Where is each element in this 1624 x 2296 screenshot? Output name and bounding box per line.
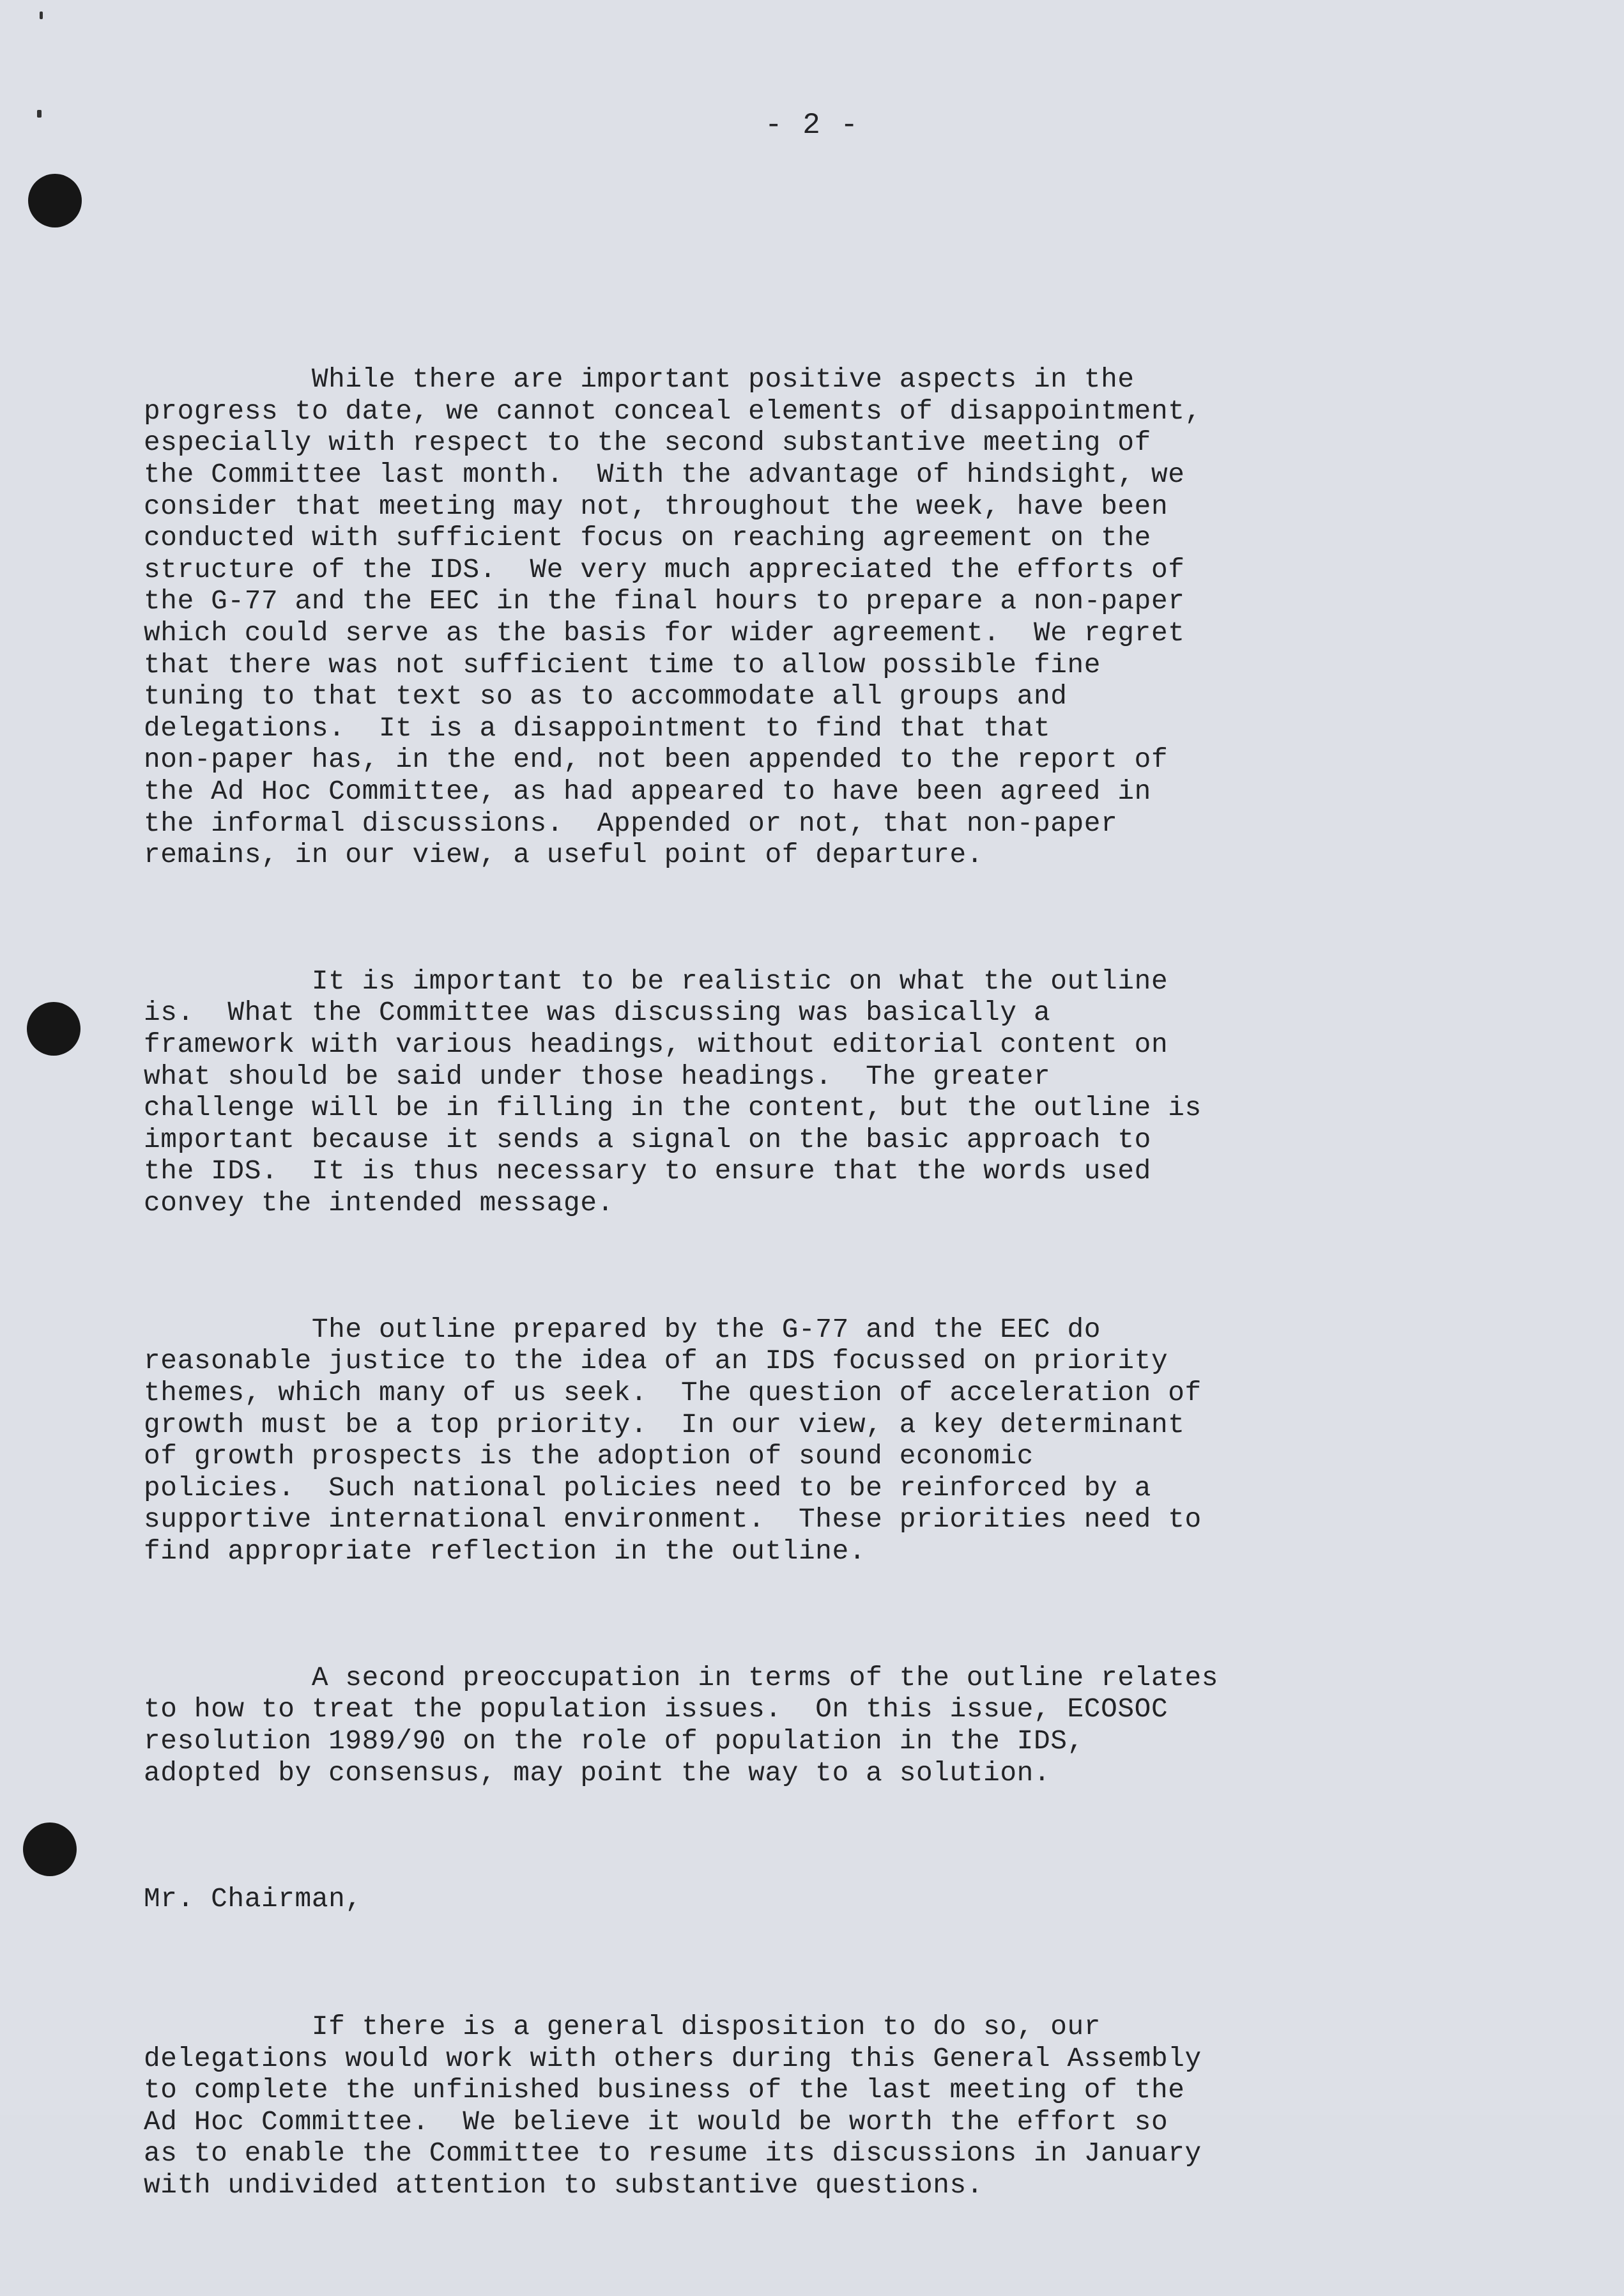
paragraph-outline-realism: It is important to be realistic on what the outline is. What the Committee was discussing was basically a framework with various headings, without editorial content on what should be said under those headings. The greater challenge will be in filling in the content, but the outline is important because it sends a signal on the basic approach to the IDS. It is thus necessary to ensure that the words used convey the intended message. xyxy=(144,965,1202,1219)
paragraph-priorities: The outline prepared by the G-77 and the EEC do reasonable justice to the idea of an IDS focussed on priority themes, which many of us seek. The question of acceleration of growth must be a top priority. In our view, a key determinant of growth prospects is the adoption of sound economic policies. Such national policies need to be reinforced by a supportive international environment. These priorities need to find appropriate reflection in the outline. xyxy=(144,1313,1202,1567)
scan-speck xyxy=(40,12,43,19)
paragraph-progress: While there are important positive aspects in the progress to date, we cannot conceal elements of disappointment, especially with respect to the second substantive meeting of the Committee last month. With the advantage of hindsight, we consider that meeting may not, throughout the week, have been conducted with sufficient focus on reaching agreement on the structure of the IDS. We very much appreciated the efforts of the G-77 and the EEC in the final hours to prepare a non-paper which could serve as the basis for wider agreement. We regret that there was not sufficient time to allow possible fine tuning to that text so as to accommodate all groups and delegations. It is a disappointment to find that that non-paper has, in the end, not been appended to the report of the Ad Hoc Committee, as had appeared to have been agreed in the informal discussions. Appended or not, that non-paper remains, in our view, a useful point of departure. xyxy=(144,364,1202,871)
document-body xyxy=(144,300,1434,2296)
punch-hole-bottom xyxy=(23,1822,77,1876)
punch-hole-middle xyxy=(27,1002,80,1056)
paragraph-closing: If there is a general disposition to do so, our delegations would work with others during this General Assembly to complete the unfinished business of the last meeting of the Ad Hoc Committee. We believe it would be worth the effort so as to enable the Committee to resume its discussions in January with undivided attention to substantive questions. xyxy=(144,2011,1202,2201)
paragraph-population: A second preoccupation in terms of the outline relates to how to treat the population issues. On this issue, ECOSOC resolution 1989/90 on the role of population in the IDS, adopted by consensus, may point the way to a solution. xyxy=(144,1661,1219,1789)
page-number: - 2 - xyxy=(764,109,860,142)
punch-hole-top xyxy=(28,174,82,227)
salutation: Mr. Chairman, xyxy=(144,1883,362,1915)
